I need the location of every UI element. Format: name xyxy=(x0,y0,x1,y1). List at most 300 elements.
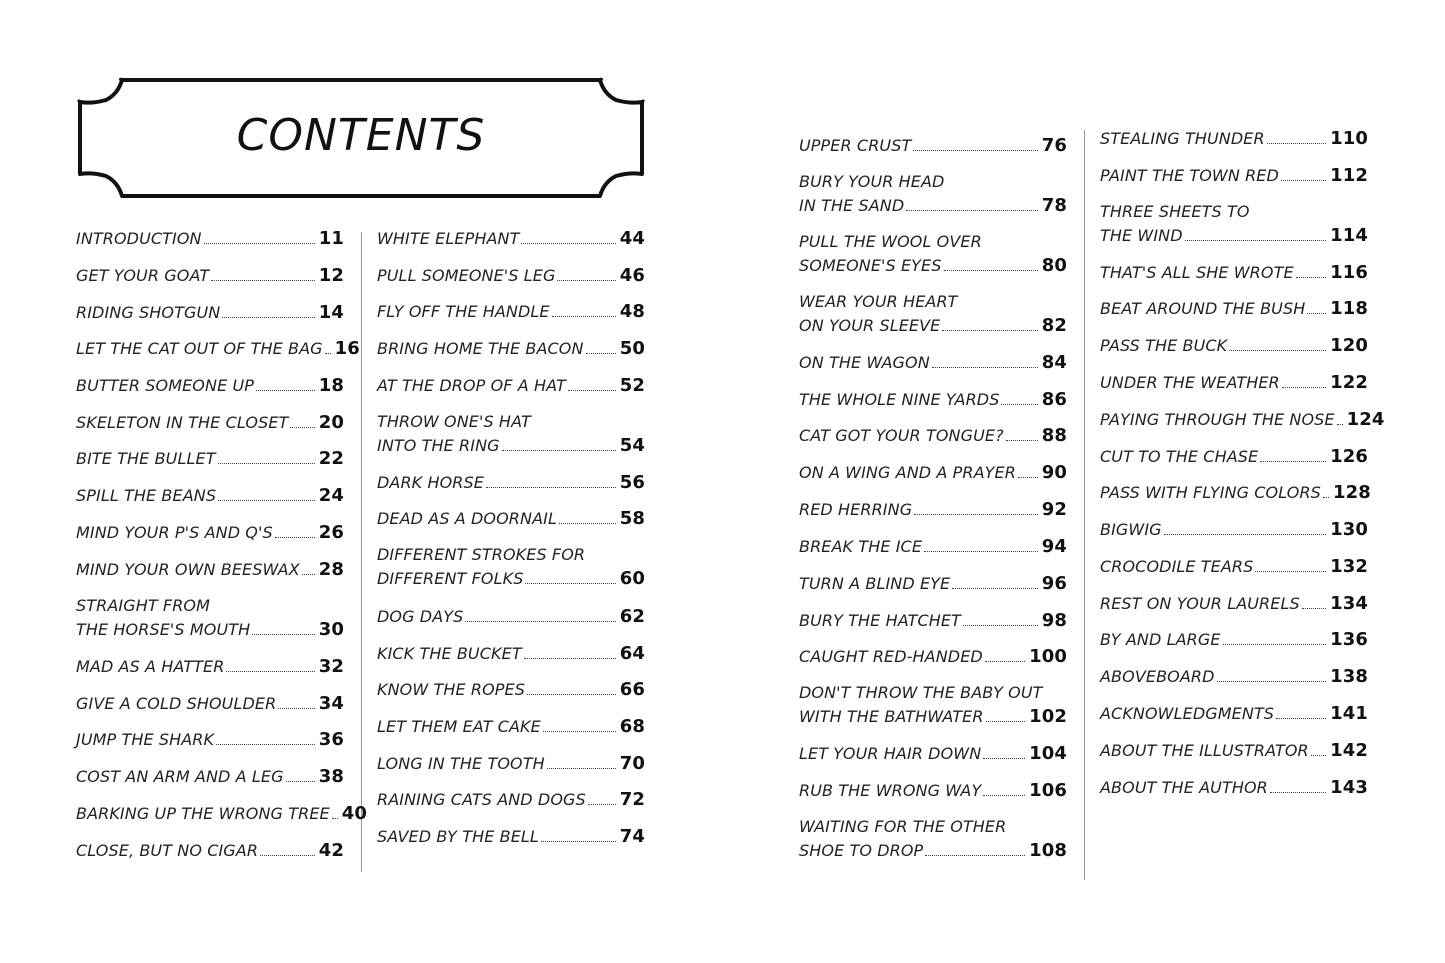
toc-entry[interactable] xyxy=(799,170,1067,218)
toc-entry-title: GIVE A COLD SHOULDER xyxy=(76,694,277,713)
toc-entry-row xyxy=(377,227,645,251)
toc-entry-title: BY AND LARGE xyxy=(1100,630,1221,649)
dot-leader xyxy=(559,523,616,524)
toc-page-number: 24 xyxy=(318,485,344,506)
dot-leader xyxy=(1229,350,1326,351)
dot-leader xyxy=(527,694,616,695)
toc-entry-row xyxy=(76,765,344,789)
toc-entry-title: GET YOUR GOAT xyxy=(76,266,210,285)
toc-entry-row xyxy=(1100,334,1368,358)
toc-entry-title: KICK THE BUCKET xyxy=(377,644,522,663)
toc-page-number: 72 xyxy=(619,789,645,810)
toc-entry-title: ABOUT THE AUTHOR xyxy=(1100,778,1268,797)
toc-entry-row xyxy=(1100,408,1385,432)
toc-entry-title-line: STRAIGHT FROM xyxy=(76,596,211,615)
toc-entry-title: SKELETON IN THE CLOSET xyxy=(76,413,289,432)
toc-entry-title: DEAD AS A DOORNAIL xyxy=(377,509,557,528)
toc-page-number: 58 xyxy=(619,508,645,529)
toc-page-number: 98 xyxy=(1041,610,1067,631)
toc-entry-title: DARK HORSE xyxy=(377,473,484,492)
toc-entry-row xyxy=(1100,702,1368,726)
toc-entry-row xyxy=(799,645,1067,669)
toc-entry-row xyxy=(1100,776,1368,800)
toc-entry-row xyxy=(377,752,645,776)
toc-entry-title: ON A WING AND A PRAYER xyxy=(799,463,1016,482)
toc-page-number: 124 xyxy=(1346,409,1385,430)
toc-page-number: 46 xyxy=(619,265,645,286)
toc-entry[interactable] xyxy=(1100,445,1368,469)
toc-entry[interactable] xyxy=(377,543,645,591)
dot-leader xyxy=(552,316,616,317)
toc-entry-row xyxy=(1100,297,1368,321)
toc-entry[interactable] xyxy=(799,461,1067,485)
toc-entry[interactable] xyxy=(76,264,344,288)
toc-page-number: 141 xyxy=(1330,703,1368,724)
toc-entry[interactable] xyxy=(799,134,1067,158)
dot-leader xyxy=(1185,240,1326,241)
toc-entry[interactable] xyxy=(377,605,645,629)
toc-entry-title: FLY OFF THE HANDLE xyxy=(377,302,550,321)
dot-leader xyxy=(1311,755,1326,756)
toc-page-number: 88 xyxy=(1041,425,1067,446)
toc-entry[interactable] xyxy=(76,692,344,716)
toc-entry-title: UPPER CRUST xyxy=(799,136,912,155)
toc-entry-title: ABOUT THE ILLUSTRATOR xyxy=(1100,741,1309,760)
toc-entry[interactable] xyxy=(76,655,344,679)
toc-entry[interactable] xyxy=(799,290,1067,338)
toc-entry-title: THE WHOLE NINE YARDS xyxy=(799,390,1000,409)
toc-entry[interactable] xyxy=(76,447,344,471)
toc-entry-title: CLOSE, BUT NO CIGAR xyxy=(76,841,259,860)
toc-entry-title: STEALING THUNDER xyxy=(1100,129,1265,148)
toc-entry[interactable] xyxy=(377,825,645,849)
toc-page-number: 18 xyxy=(318,375,344,396)
toc-entry-title: BITE THE BULLET xyxy=(76,449,216,468)
toc-entry[interactable] xyxy=(377,752,645,776)
toc-page-number: 132 xyxy=(1330,556,1368,577)
toc-entry-title: RIDING SHOTGUN xyxy=(76,303,221,322)
contents-column-4 xyxy=(1100,0,1385,963)
toc-entry[interactable] xyxy=(1100,776,1368,800)
toc-page-number: 48 xyxy=(619,301,645,322)
toc-entry-row xyxy=(1100,371,1368,395)
dot-leader xyxy=(1006,440,1038,441)
toc-entry-row xyxy=(76,692,344,716)
toc-entry[interactable] xyxy=(1100,481,1371,505)
toc-entry-row xyxy=(76,558,344,582)
toc-page-number: 16 xyxy=(334,338,360,359)
toc-page-number: 110 xyxy=(1330,128,1368,149)
toc-entry[interactable] xyxy=(799,815,1067,863)
dot-leader xyxy=(586,353,616,354)
dot-leader xyxy=(252,634,314,635)
toc-page-number: 90 xyxy=(1041,462,1067,483)
toc-entry[interactable] xyxy=(1100,739,1368,763)
toc-entry-row xyxy=(76,227,344,251)
toc-entry-title: BUTTER SOMEONE UP xyxy=(76,376,255,395)
toc-page-number: 20 xyxy=(318,412,344,433)
toc-page-number: 32 xyxy=(318,656,344,677)
toc-page-number: 143 xyxy=(1330,777,1368,798)
toc-entry[interactable] xyxy=(76,411,344,435)
toc-entry[interactable] xyxy=(799,424,1067,448)
toc-entry-title: THE HORSE'S MOUTH xyxy=(76,620,251,639)
toc-entry[interactable] xyxy=(1100,702,1368,726)
toc-entry-title: ON THE WAGON xyxy=(799,353,930,372)
toc-entry-row xyxy=(799,705,1067,729)
toc-page-number: 22 xyxy=(318,448,344,469)
toc-entry-title-line: DON'T THROW THE BABY OUT xyxy=(799,683,1043,702)
toc-entry-row xyxy=(799,424,1067,448)
toc-entry-row xyxy=(377,788,645,812)
toc-entry[interactable] xyxy=(799,572,1067,596)
toc-entry-title: LET THE CAT OUT OF THE BAG xyxy=(76,339,323,358)
toc-entry-row xyxy=(377,567,645,591)
toc-page-number: 14 xyxy=(318,302,344,323)
toc-page-number: 120 xyxy=(1330,335,1368,356)
toc-entry-row xyxy=(377,471,645,495)
toc-entry-title: MIND YOUR P'S AND Q'S xyxy=(76,523,273,542)
toc-entry-title: LET YOUR HAIR DOWN xyxy=(799,744,982,763)
toc-entry[interactable] xyxy=(799,645,1067,669)
toc-entry[interactable] xyxy=(799,609,1067,633)
toc-entry-row xyxy=(799,194,1067,218)
toc-entry[interactable] xyxy=(1100,297,1368,321)
dot-leader xyxy=(963,625,1038,626)
dot-leader xyxy=(588,804,616,805)
toc-entry[interactable] xyxy=(1100,518,1368,542)
toc-entry[interactable] xyxy=(76,521,344,545)
dot-leader xyxy=(568,390,616,391)
toc-entry-title: SOMEONE'S EYES xyxy=(799,256,942,275)
toc-page-number: 12 xyxy=(318,265,344,286)
toc-entry[interactable] xyxy=(76,728,344,752)
toc-entry-row xyxy=(76,337,360,361)
toc-page-number: 40 xyxy=(341,803,367,824)
toc-entry-row xyxy=(76,264,344,288)
dot-leader xyxy=(302,574,315,575)
toc-page-number: 104 xyxy=(1029,743,1067,764)
toc-entry-title-line: THROW ONE'S HAT xyxy=(377,412,531,431)
toc-page-number: 126 xyxy=(1330,446,1368,467)
toc-entry-title: ABOVEBOARD xyxy=(1100,667,1215,686)
dot-leader xyxy=(942,330,1037,331)
toc-page-number: 136 xyxy=(1330,629,1368,650)
toc-entry[interactable] xyxy=(799,498,1067,522)
toc-entry-row xyxy=(799,254,1067,278)
dot-leader xyxy=(332,818,338,819)
toc-entry[interactable] xyxy=(1100,592,1368,616)
toc-page-number: 142 xyxy=(1330,740,1368,761)
toc-page-number: 56 xyxy=(619,472,645,493)
toc-entry[interactable] xyxy=(76,558,344,582)
toc-entry-title: SAVED BY THE BELL xyxy=(377,827,539,846)
toc-entry[interactable] xyxy=(799,742,1067,766)
toc-entry-row xyxy=(76,301,344,325)
toc-entry[interactable] xyxy=(377,264,645,288)
dot-leader xyxy=(211,280,315,281)
toc-entry[interactable] xyxy=(377,471,645,495)
toc-entry-title: WITH THE BATHWATER xyxy=(799,707,984,726)
toc-page-number: 84 xyxy=(1041,352,1067,373)
dot-leader xyxy=(486,487,616,488)
toc-entry-row xyxy=(377,507,645,531)
toc-entry-title: RED HERRING xyxy=(799,500,913,519)
dot-leader xyxy=(226,671,314,672)
toc-entry-title: MAD AS A HATTER xyxy=(76,657,225,676)
toc-page-number: 42 xyxy=(318,840,344,861)
toc-entry-row xyxy=(76,618,344,642)
dot-leader xyxy=(525,583,615,584)
toc-entry-title: BURY THE HATCHET xyxy=(799,611,961,630)
dot-leader xyxy=(543,731,616,732)
toc-entry-title: COST AN ARM AND A LEG xyxy=(76,767,284,786)
toc-page-number: 92 xyxy=(1041,499,1067,520)
toc-entry[interactable] xyxy=(76,802,367,826)
dot-leader xyxy=(275,537,315,538)
toc-entry-row xyxy=(76,802,367,826)
toc-entry-row xyxy=(799,572,1067,596)
toc-entry[interactable] xyxy=(76,839,344,863)
toc-entry[interactable] xyxy=(76,337,360,361)
toc-entry[interactable] xyxy=(76,301,344,325)
toc-page-number: 26 xyxy=(318,522,344,543)
toc-page-number: 28 xyxy=(318,559,344,580)
contents-column-2 xyxy=(377,0,645,963)
dot-leader xyxy=(541,841,616,842)
toc-entry-title: RUB THE WRONG WAY xyxy=(799,781,982,800)
dot-leader xyxy=(952,588,1037,589)
toc-entry-title: BIGWIG xyxy=(1100,520,1162,539)
toc-entry-row xyxy=(799,779,1067,803)
toc-entry[interactable] xyxy=(76,765,344,789)
toc-entry-row xyxy=(377,715,645,739)
toc-entry-row xyxy=(1100,555,1368,579)
dot-leader xyxy=(1282,387,1326,388)
toc-entry-row xyxy=(76,484,344,508)
toc-page-number: 94 xyxy=(1041,536,1067,557)
dot-leader xyxy=(1296,277,1326,278)
toc-entry[interactable] xyxy=(1100,164,1368,188)
toc-entry-title: CAUGHT RED-HANDED xyxy=(799,647,983,666)
dot-leader xyxy=(1255,571,1326,572)
dot-leader xyxy=(944,270,1038,271)
toc-entry[interactable] xyxy=(1100,200,1368,248)
toc-entry-row xyxy=(76,728,344,752)
dot-leader xyxy=(986,721,1026,722)
dot-leader xyxy=(524,658,616,659)
toc-entry-title: BEAT AROUND THE BUSH xyxy=(1100,299,1306,318)
toc-page-number: 66 xyxy=(619,679,645,700)
dot-leader xyxy=(906,210,1037,211)
toc-entry-row xyxy=(1100,445,1368,469)
toc-entry[interactable] xyxy=(76,374,344,398)
toc-entry-row xyxy=(377,825,645,849)
toc-entry-row xyxy=(377,678,645,702)
toc-entry[interactable] xyxy=(1100,408,1385,432)
toc-entry[interactable] xyxy=(1100,555,1368,579)
toc-entry-title: ON YOUR SLEEVE xyxy=(799,316,941,335)
dot-leader xyxy=(1001,404,1037,405)
toc-entry[interactable] xyxy=(799,230,1067,278)
toc-entry[interactable] xyxy=(1100,334,1368,358)
toc-page-number: 34 xyxy=(318,693,344,714)
toc-page-number: 128 xyxy=(1332,482,1371,503)
toc-entry[interactable] xyxy=(799,351,1067,375)
dot-leader xyxy=(932,367,1038,368)
dot-leader xyxy=(1281,180,1326,181)
toc-entry[interactable] xyxy=(377,300,645,324)
dot-leader xyxy=(256,390,315,391)
toc-entry-title: LONG IN THE TOOTH xyxy=(377,754,545,773)
toc-entry-row xyxy=(799,314,1067,338)
toc-entry[interactable] xyxy=(76,227,344,251)
dot-leader xyxy=(204,243,315,244)
toc-entry-title: TURN A BLIND EYE xyxy=(799,574,951,593)
toc-entry-row xyxy=(76,839,344,863)
toc-entry[interactable] xyxy=(799,388,1067,412)
page-title: CONTENTS xyxy=(236,109,486,161)
toc-entry-title: CUT TO THE CHASE xyxy=(1100,447,1259,466)
dot-leader xyxy=(222,317,314,318)
toc-entry-row xyxy=(377,434,645,458)
toc-page-number: 134 xyxy=(1330,593,1368,614)
toc-entry-row xyxy=(1100,739,1368,763)
dot-leader xyxy=(925,855,1025,856)
dot-leader xyxy=(557,280,615,281)
toc-page-number: 112 xyxy=(1330,165,1368,186)
toc-page-number: 64 xyxy=(619,643,645,664)
toc-entry[interactable] xyxy=(799,681,1067,729)
toc-entry-title: PULL SOMEONE'S LEG xyxy=(377,266,556,285)
toc-page-number: 122 xyxy=(1330,372,1368,393)
toc-entry[interactable] xyxy=(377,715,645,739)
toc-entry[interactable] xyxy=(377,678,645,702)
toc-entry-title: CAT GOT YOUR TONGUE? xyxy=(799,426,1004,445)
toc-entry[interactable] xyxy=(1100,628,1368,652)
toc-entry[interactable] xyxy=(377,337,645,361)
dot-leader xyxy=(985,661,1025,662)
toc-entry-title: DOG DAYS xyxy=(377,607,464,626)
dot-leader xyxy=(983,758,1025,759)
dot-leader xyxy=(325,353,331,354)
toc-entry-row xyxy=(799,134,1067,158)
toc-entry-row xyxy=(377,605,645,629)
toc-entry[interactable] xyxy=(377,788,645,812)
toc-entry-row xyxy=(377,300,645,324)
toc-entry-row xyxy=(1100,481,1371,505)
toc-entry-title: INTRODUCTION xyxy=(76,229,202,248)
toc-entry-row xyxy=(1100,224,1368,248)
dot-leader xyxy=(218,500,315,501)
dot-leader xyxy=(547,768,616,769)
toc-entry[interactable] xyxy=(1100,665,1368,689)
toc-entry[interactable] xyxy=(377,410,645,458)
toc-page-number: 116 xyxy=(1330,262,1368,283)
toc-entry-title-line: PULL THE WOOL OVER xyxy=(799,232,982,251)
toc-entry-row xyxy=(377,374,645,398)
dot-leader xyxy=(1302,608,1326,609)
toc-entry[interactable] xyxy=(799,779,1067,803)
toc-entry-title: PASS THE BUCK xyxy=(1100,336,1228,355)
toc-entry[interactable] xyxy=(377,374,645,398)
toc-entry-title: CROCODILE TEARS xyxy=(1100,557,1254,576)
toc-entry[interactable] xyxy=(76,594,344,642)
toc-entry-title-line: WAITING FOR THE OTHER xyxy=(799,817,1007,836)
toc-entry-row xyxy=(377,642,645,666)
toc-entry-title: SHOE TO DROP xyxy=(799,841,924,860)
toc-entry-row xyxy=(377,337,645,361)
toc-page-number: 106 xyxy=(1029,780,1067,801)
toc-entry-title: THE WIND xyxy=(1100,226,1183,245)
dot-leader xyxy=(1164,534,1326,535)
toc-entry-title-line: THREE SHEETS TO xyxy=(1100,202,1250,221)
toc-entry-row xyxy=(799,498,1067,522)
toc-page-number: 82 xyxy=(1041,315,1067,336)
toc-page-number: 30 xyxy=(318,619,344,640)
toc-entry-row xyxy=(76,655,344,679)
toc-entry[interactable] xyxy=(377,507,645,531)
dot-leader xyxy=(216,744,315,745)
toc-entry-row xyxy=(377,264,645,288)
toc-page-number: 36 xyxy=(318,729,344,750)
dot-leader xyxy=(1018,477,1038,478)
toc-page-number: 114 xyxy=(1330,225,1368,246)
toc-entry-title: KNOW THE ROPES xyxy=(377,680,525,699)
toc-entry-row xyxy=(76,411,344,435)
toc-page-number: 108 xyxy=(1029,840,1067,861)
toc-entry-row xyxy=(1100,164,1368,188)
toc-entry-row xyxy=(799,609,1067,633)
toc-entry[interactable] xyxy=(1100,371,1368,395)
toc-entry-title: UNDER THE WEATHER xyxy=(1100,373,1280,392)
toc-entry[interactable] xyxy=(76,484,344,508)
toc-entry[interactable] xyxy=(1100,261,1368,285)
toc-entry-title: INTO THE RING xyxy=(377,436,500,455)
toc-entry-row xyxy=(1100,628,1368,652)
toc-page-number: 138 xyxy=(1330,666,1368,687)
toc-entry[interactable] xyxy=(377,642,645,666)
dot-leader xyxy=(1260,461,1326,462)
dot-leader xyxy=(286,781,315,782)
toc-entry-row xyxy=(1100,261,1368,285)
toc-entry[interactable] xyxy=(799,535,1067,559)
toc-entry-row xyxy=(799,535,1067,559)
toc-entry-row xyxy=(1100,518,1368,542)
toc-entry-title: SPILL THE BEANS xyxy=(76,486,217,505)
toc-entry-row xyxy=(799,351,1067,375)
toc-entry[interactable] xyxy=(1100,127,1368,151)
toc-page-number: 102 xyxy=(1029,706,1067,727)
toc-entry-title: IN THE SAND xyxy=(799,196,905,215)
toc-entry-title: THAT'S ALL SHE WROTE xyxy=(1100,263,1294,282)
dot-leader xyxy=(1217,681,1327,682)
dot-leader xyxy=(1307,313,1326,314)
toc-page-number: 118 xyxy=(1330,298,1368,319)
dot-leader xyxy=(1323,497,1329,498)
dot-leader xyxy=(218,463,315,464)
toc-page-number: 68 xyxy=(619,716,645,737)
toc-entry-title: PAYING THROUGH THE NOSE xyxy=(1100,410,1335,429)
toc-entry-row xyxy=(1100,127,1368,151)
toc-page-number: 60 xyxy=(619,568,645,589)
dot-leader xyxy=(1223,644,1327,645)
toc-page-number: 130 xyxy=(1330,519,1368,540)
dot-leader xyxy=(1337,424,1343,425)
toc-page-number: 38 xyxy=(318,766,344,787)
toc-entry-row xyxy=(799,388,1067,412)
toc-entry[interactable] xyxy=(377,227,645,251)
